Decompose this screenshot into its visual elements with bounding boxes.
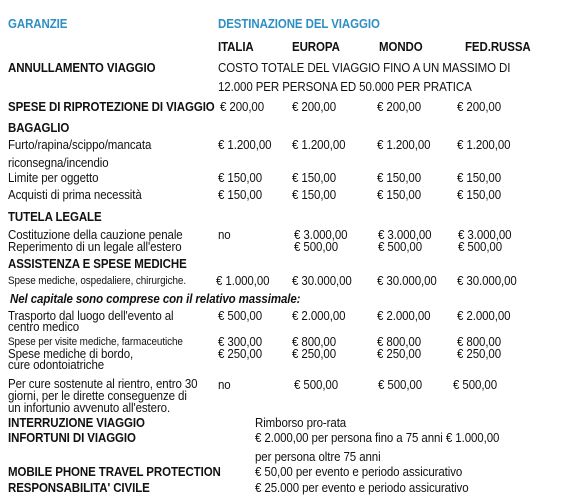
legal-label: TUTELA LEGALE	[8, 210, 102, 224]
interruption-value: Rimborso pro-rata	[255, 416, 347, 430]
medical-costs-italia: € 1.000,00	[216, 274, 270, 288]
liability-label: RESPONSABILITA' CIVILE	[8, 481, 150, 495]
legal-lawyer-label: Reperimento di un legale all'estero	[8, 240, 182, 254]
column-italia: ITALIA	[218, 40, 254, 54]
medical-return-label-2: giorni, per le dirette conseguenze di	[8, 389, 187, 403]
baggage-label: BAGAGLIO	[8, 121, 70, 135]
mobile-value: € 50,00 per evento e periodo assicurativo	[255, 465, 463, 479]
baggage-per-item-russia: € 150,00	[457, 171, 502, 185]
accidents-label: INFORTUNI DI VIAGGIO	[8, 431, 136, 445]
medical-transport-label-1: Trasporto dal luogo dell'evento al	[8, 309, 174, 323]
liability-value: € 25.000 per evento e periodo assicurativo	[255, 481, 469, 495]
cancellation-text-1: COSTO TOTALE DEL VIAGGIO FINO A UN MASSIMO DI	[218, 61, 511, 75]
baggage-per-item-italia: € 150,00	[218, 171, 263, 185]
accidents-value-1: € 2.000,00 per persona fino a 75 anni € 1.000,00	[255, 431, 500, 445]
medical-onboard-europa: € 250,00	[292, 347, 337, 361]
baggage-theft-value-europa: € 1.200,00	[292, 138, 346, 152]
medical-return-mondo: € 500,00	[378, 378, 423, 392]
medical-return-russia: € 500,00	[453, 378, 498, 392]
medical-return-europa: € 500,00	[294, 378, 339, 392]
medical-costs-mondo: € 30.000,00	[377, 274, 437, 288]
cancellation-text-2: 12.000 PER PERSONA ED 50.000 PER PRATICA	[218, 80, 472, 94]
interruption-label: INTERRUZIONE VIAGGIO	[8, 416, 145, 430]
accidents-value-2: per persona oltre 75 anni	[255, 450, 381, 464]
baggage-essentials-mondo: € 150,00	[377, 188, 422, 202]
mobile-label: MOBILE PHONE TRAVEL PROTECTION	[8, 465, 221, 479]
reprotection-value-europa: € 200,00	[292, 100, 337, 114]
legal-lawyer-mondo: € 500,00	[378, 240, 423, 254]
baggage-theft-value-russia: € 1.200,00	[457, 138, 511, 152]
medical-return-italia: no	[218, 378, 231, 392]
guarantees-header: GARANZIE	[8, 17, 68, 31]
column-europa: EUROPA	[292, 40, 340, 54]
medical-costs-russia: € 30.000,00	[457, 274, 517, 288]
medical-onboard-label-2: cure odontoiatriche	[8, 358, 105, 372]
medical-return-label-3: un infortunio avvenuto all'estero.	[8, 401, 171, 415]
legal-bail-label: Costituzione della cauzione penale	[8, 228, 183, 242]
medical-visits-mondo: € 800,00	[377, 335, 422, 349]
baggage-theft-label-2: riconsegna/incendio	[8, 156, 109, 170]
legal-bail-mondo: € 3.000,00	[378, 228, 432, 242]
medical-transport-italia: € 500,00	[218, 309, 263, 323]
medical-label: ASSISTENZA E SPESE MEDICHE	[8, 257, 187, 271]
baggage-essentials-russia: € 150,00	[457, 188, 502, 202]
legal-bail-italia: no	[218, 228, 231, 242]
baggage-essentials-italia: € 150,00	[218, 188, 263, 202]
legal-bail-russia: € 3.000,00	[458, 228, 512, 242]
baggage-theft-value-mondo: € 1.200,00	[377, 138, 431, 152]
reprotection-value-russia: € 200,00	[457, 100, 502, 114]
destination-header: DESTINAZIONE DEL VIAGGIO	[218, 17, 380, 31]
baggage-essentials-label: Acquisti di prima necessità	[8, 188, 142, 202]
reprotection-value-mondo: € 200,00	[377, 100, 422, 114]
reprotection-label: SPESE DI RIPROTEZIONE DI VIAGGIO	[8, 100, 215, 114]
baggage-theft-value-italia: € 1.200,00	[218, 138, 272, 152]
medical-costs-label: Spese mediche, ospedaliere, chirurgiche.	[8, 275, 187, 287]
medical-visits-russia: € 800,00	[457, 335, 502, 349]
baggage-per-item-mondo: € 150,00	[377, 171, 422, 185]
reprotection-value-italia: € 200,00	[220, 100, 265, 114]
baggage-theft-label-1: Furto/rapina/scippo/mancata	[8, 138, 152, 152]
medical-transport-russia: € 2.000,00	[457, 309, 511, 323]
medical-transport-mondo: € 2.000,00	[377, 309, 431, 323]
medical-onboard-label-1: Spese mediche di bordo,	[8, 347, 134, 361]
cancellation-label: ANNULLAMENTO VIAGGIO	[8, 61, 156, 75]
column-fed-russa: FED.RUSSA	[465, 40, 531, 54]
legal-lawyer-europa: € 500,00	[294, 240, 339, 254]
medical-onboard-italia: € 250,00	[218, 347, 263, 361]
baggage-essentials-europa: € 150,00	[292, 188, 337, 202]
baggage-per-item-europa: € 150,00	[292, 171, 337, 185]
medical-visits-label: Spese per visite mediche, farmaceutiche	[8, 336, 183, 348]
medical-note: Nel capitale sono comprese con il relativo massimale:	[10, 292, 301, 306]
column-mondo: MONDO	[379, 40, 423, 54]
medical-costs-europa: € 30.000,00	[292, 274, 352, 288]
medical-onboard-russia: € 250,00	[457, 347, 502, 361]
medical-visits-europa: € 800,00	[292, 335, 337, 349]
medical-onboard-mondo: € 250,00	[377, 347, 422, 361]
legal-lawyer-russia: € 500,00	[458, 240, 503, 254]
medical-return-label-1: Per cure sostenute al rientro, entro 30	[8, 377, 198, 391]
medical-transport-label-2: centro medico	[8, 320, 80, 334]
baggage-per-item-label: Limite per oggetto	[8, 171, 99, 185]
medical-transport-europa: € 2.000,00	[292, 309, 346, 323]
medical-visits-italia: € 300,00	[218, 335, 263, 349]
legal-bail-europa: € 3.000,00	[294, 228, 348, 242]
